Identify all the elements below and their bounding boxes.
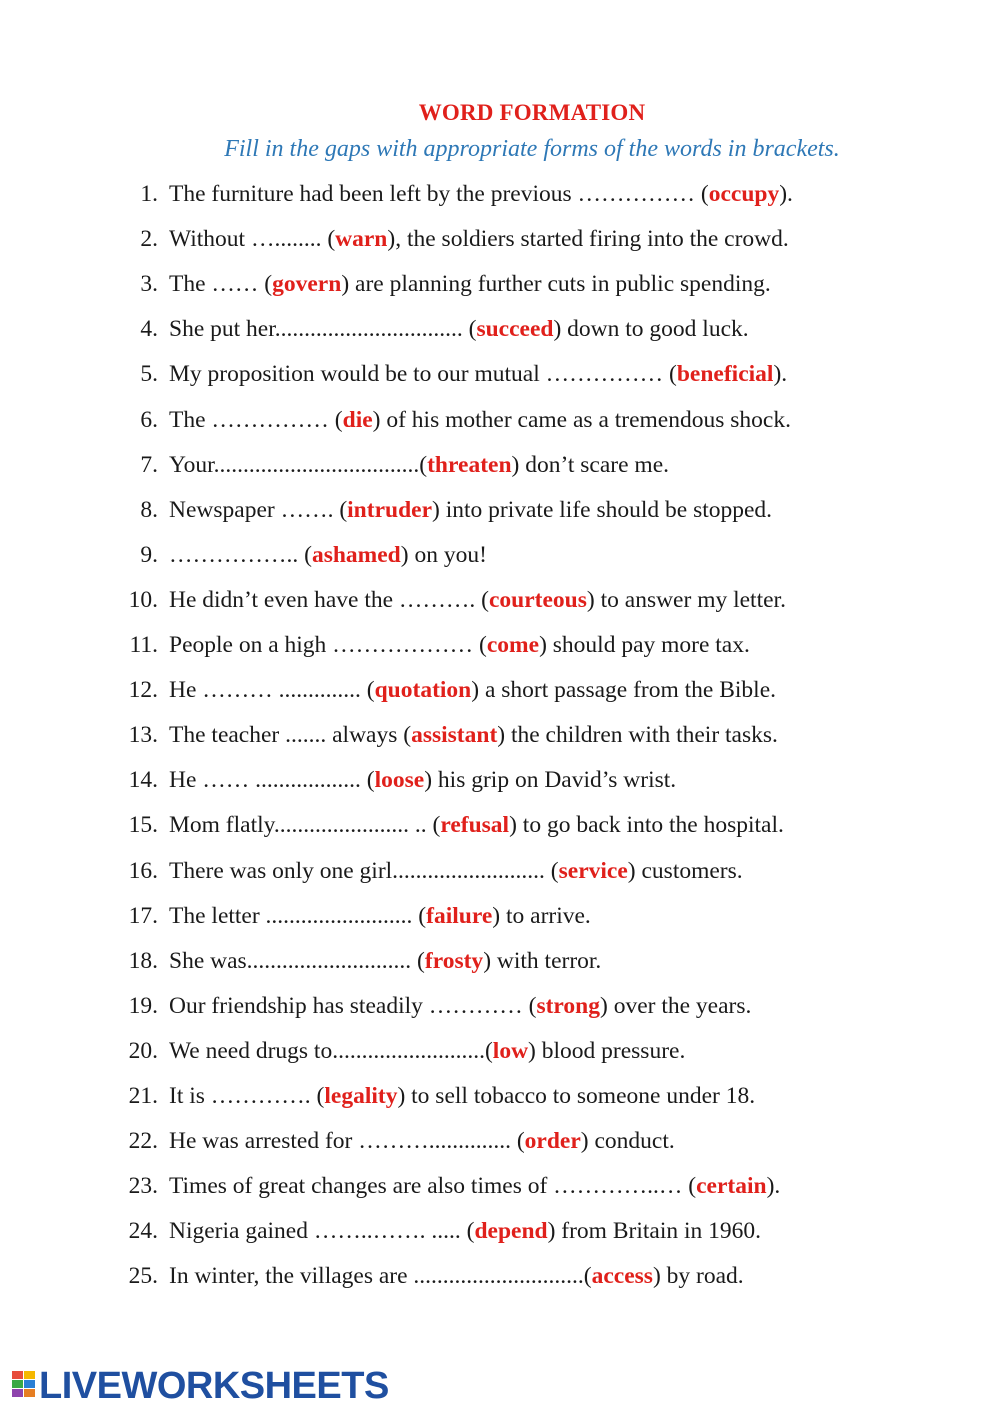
question-text (169, 217, 789, 262)
question-text-after: ) a short passage from the Bible. (471, 677, 777, 704)
question-text-before: Our friendship has steadily ………… ( (169, 992, 537, 1019)
bracket-keyword: refusal (440, 812, 510, 839)
question-text (169, 894, 591, 939)
question-text-before: We need drugs to..........................( (169, 1037, 493, 1064)
question-item (0, 713, 1000, 758)
bracket-keyword: beneficial (676, 361, 774, 388)
bracket-keyword: strong (536, 992, 600, 1019)
question-item (0, 758, 1000, 803)
question-number: 20. (128, 1037, 158, 1064)
question-text (169, 1209, 761, 1254)
question-text-after: ) of his mother came as a tremendous shock. (372, 406, 791, 433)
question-number: 15. (128, 812, 158, 839)
bracket-keyword: legality (324, 1083, 398, 1109)
question-number: 21. (128, 1083, 158, 1109)
question-item (0, 1119, 1000, 1164)
question-item (0, 533, 1000, 578)
question-text (169, 758, 676, 803)
question-number: 11. (129, 632, 158, 658)
question-item (0, 488, 1000, 533)
question-text (169, 172, 793, 217)
question-text-after: ) the children with their tasks. (497, 722, 778, 749)
logo-text: LIVEWORKSHEETS (39, 1364, 389, 1407)
bracket-keyword: order (524, 1128, 581, 1155)
question-number: 4. (140, 316, 158, 343)
question-text (169, 1119, 675, 1164)
question-text (169, 307, 749, 352)
question-item (0, 894, 1000, 939)
question-text-before: He didn’t even have the ………. ( (169, 586, 489, 613)
question-text (169, 623, 750, 668)
question-item (0, 623, 1000, 668)
question-text (169, 803, 784, 848)
question-text-after: ) to arrive. (492, 902, 591, 929)
bracket-keyword: threaten (427, 451, 512, 478)
question-item (0, 1209, 1000, 1254)
question-text-after: ) from Britain in 1960. (547, 1218, 762, 1245)
question-text-before: The furniture had been left by the previous …………… ( (169, 181, 709, 207)
question-text-after: ) down to good luck. (553, 316, 749, 343)
question-text-after: ) to go back into the hospital. (509, 812, 784, 839)
question-item (0, 443, 1000, 488)
question-text-after: ) customers. (627, 857, 743, 884)
bracket-keyword: courteous (489, 586, 587, 613)
question-item (0, 217, 1000, 262)
question-number: 17. (128, 902, 158, 929)
question-text-after: ). (766, 1173, 781, 1200)
question-item (0, 803, 1000, 848)
bracket-keyword: die (342, 406, 373, 433)
question-text-before: The letter ......................... ( (169, 902, 427, 929)
bracket-keyword: govern (272, 271, 342, 298)
question-text-before: My proposition would be to our mutual …………… ( (169, 361, 677, 388)
question-number: 25. (128, 1263, 158, 1290)
question-text-before: People on a high ……………… ( (169, 632, 487, 658)
bracket-keyword: assistant (411, 722, 498, 749)
question-text-before: He ……… .............. ( (169, 677, 375, 704)
question-text (169, 533, 487, 578)
bracket-keyword: occupy (708, 181, 780, 207)
question-text-after: ) on you! (400, 541, 487, 568)
question-item (0, 849, 1000, 894)
question-text-before: There was only one girl.......................... ( (169, 857, 559, 884)
question-text (169, 939, 601, 984)
liveworksheets-logo[interactable] (12, 1364, 389, 1407)
question-text-after: ) his grip on David’s wrist. (424, 767, 677, 794)
question-item (0, 398, 1000, 443)
question-number: 19. (128, 992, 158, 1019)
bracket-keyword: low (492, 1037, 529, 1064)
question-number: 22. (128, 1128, 158, 1155)
question-text-before: Your...................................( (169, 451, 428, 478)
question-number: 8. (140, 496, 158, 523)
question-text-before: The …………… ( (169, 406, 343, 433)
bracket-keyword: access (591, 1263, 653, 1290)
question-number: 5. (140, 361, 158, 388)
question-item (0, 262, 1000, 307)
question-item (0, 984, 1000, 1029)
question-item (0, 668, 1000, 713)
question-text (169, 668, 776, 713)
question-text (169, 1074, 755, 1119)
bracket-keyword: frosty (424, 947, 484, 974)
question-item (0, 1029, 1000, 1074)
question-text (169, 1029, 685, 1074)
question-text-before: She put her................................ ( (169, 316, 477, 343)
bracket-keyword: certain (696, 1173, 767, 1200)
bracket-keyword: intruder (347, 496, 433, 523)
liveworksheets-logo-icon (12, 1369, 36, 1403)
question-number: 24. (128, 1218, 158, 1245)
question-number: 18. (128, 947, 158, 974)
question-text-after: ) don’t scare me. (511, 451, 670, 478)
question-text-after: ), the soldiers started firing into the crowd. (387, 226, 789, 253)
question-text (169, 984, 751, 1029)
question-item (0, 1164, 1000, 1209)
question-number: 7. (140, 451, 158, 478)
question-text (169, 1164, 780, 1209)
bracket-keyword: succeed (476, 316, 554, 343)
question-item (0, 1254, 1000, 1299)
question-text-after: ). (773, 361, 788, 388)
question-text-after: ) to sell tobacco to someone under 18. (397, 1083, 756, 1109)
question-number: 6. (140, 406, 158, 433)
instruction-text: Fill in the gaps with appropriate forms of the words in brackets. (224, 136, 840, 162)
question-text-after: ) blood pressure. (528, 1037, 686, 1064)
question-text-before: Times of great changes are also times of …………..… ( (169, 1173, 697, 1200)
question-number: 1. (140, 181, 158, 207)
question-item (0, 172, 1000, 217)
question-text-after: ) are planning further cuts in public spending. (341, 271, 771, 298)
question-text (169, 578, 786, 623)
question-text (169, 488, 772, 533)
page-title: WORD FORMATION (418, 100, 646, 125)
question-text-after: ) should pay more tax. (539, 632, 750, 658)
question-text-after: ) over the years. (600, 992, 752, 1019)
question-number: 23. (128, 1173, 158, 1200)
question-item (0, 939, 1000, 984)
bracket-keyword: come (486, 632, 540, 658)
question-text-before: Nigeria gained ……..……. ..... ( (169, 1218, 475, 1245)
question-text-before: He …… .................. ( (169, 767, 375, 794)
bracket-keyword: service (558, 857, 628, 884)
question-item (0, 1074, 1000, 1119)
question-number: 16. (128, 857, 158, 884)
question-text (169, 443, 669, 488)
question-text-before: Mom flatly....................... .. ( (169, 812, 441, 839)
question-text (169, 713, 778, 758)
question-item (0, 578, 1000, 623)
question-text-after: ) into private life should be stopped. (432, 496, 773, 523)
question-text (169, 1254, 744, 1299)
question-text-before: She was............................ ( (169, 947, 425, 974)
bracket-keyword: depend (474, 1218, 548, 1245)
question-text (169, 398, 791, 443)
bracket-keyword: failure (426, 902, 493, 929)
question-text-before: …………….. ( (169, 541, 312, 568)
question-number: 9. (140, 541, 158, 568)
question-text-after: ) by road. (652, 1263, 744, 1290)
question-number: 3. (140, 271, 158, 298)
bracket-keyword: warn (335, 226, 388, 253)
question-text-before: It is …………. ( (169, 1083, 325, 1109)
question-text-after: ) to answer my letter. (586, 586, 786, 613)
question-number: 14. (128, 767, 158, 794)
question-number: 2. (140, 226, 158, 253)
question-text (169, 352, 787, 397)
question-text-after: ). (779, 181, 793, 207)
bracket-keyword: quotation (374, 677, 472, 704)
bracket-keyword: ashamed (311, 541, 401, 568)
question-number: 13. (128, 722, 158, 749)
question-text (169, 849, 743, 894)
question-item (0, 307, 1000, 352)
question-text-before: Newspaper ……. ( (169, 496, 348, 523)
question-text-before: He was arrested for ……….............. ( (169, 1128, 525, 1155)
question-text-before: The …… ( (169, 271, 273, 298)
question-text-before: In winter, the villages are .............................( (169, 1263, 592, 1290)
question-text (169, 262, 771, 307)
question-item (0, 352, 1000, 397)
question-text-after: ) with terror. (483, 947, 602, 974)
question-number: 12. (128, 677, 158, 704)
question-text-before: The teacher ....... always ( (169, 722, 412, 749)
question-text-before: Without …........ ( (169, 226, 336, 253)
bracket-keyword: loose (374, 767, 425, 794)
question-text-after: ) conduct. (580, 1128, 675, 1155)
question-number: 10. (128, 586, 158, 613)
